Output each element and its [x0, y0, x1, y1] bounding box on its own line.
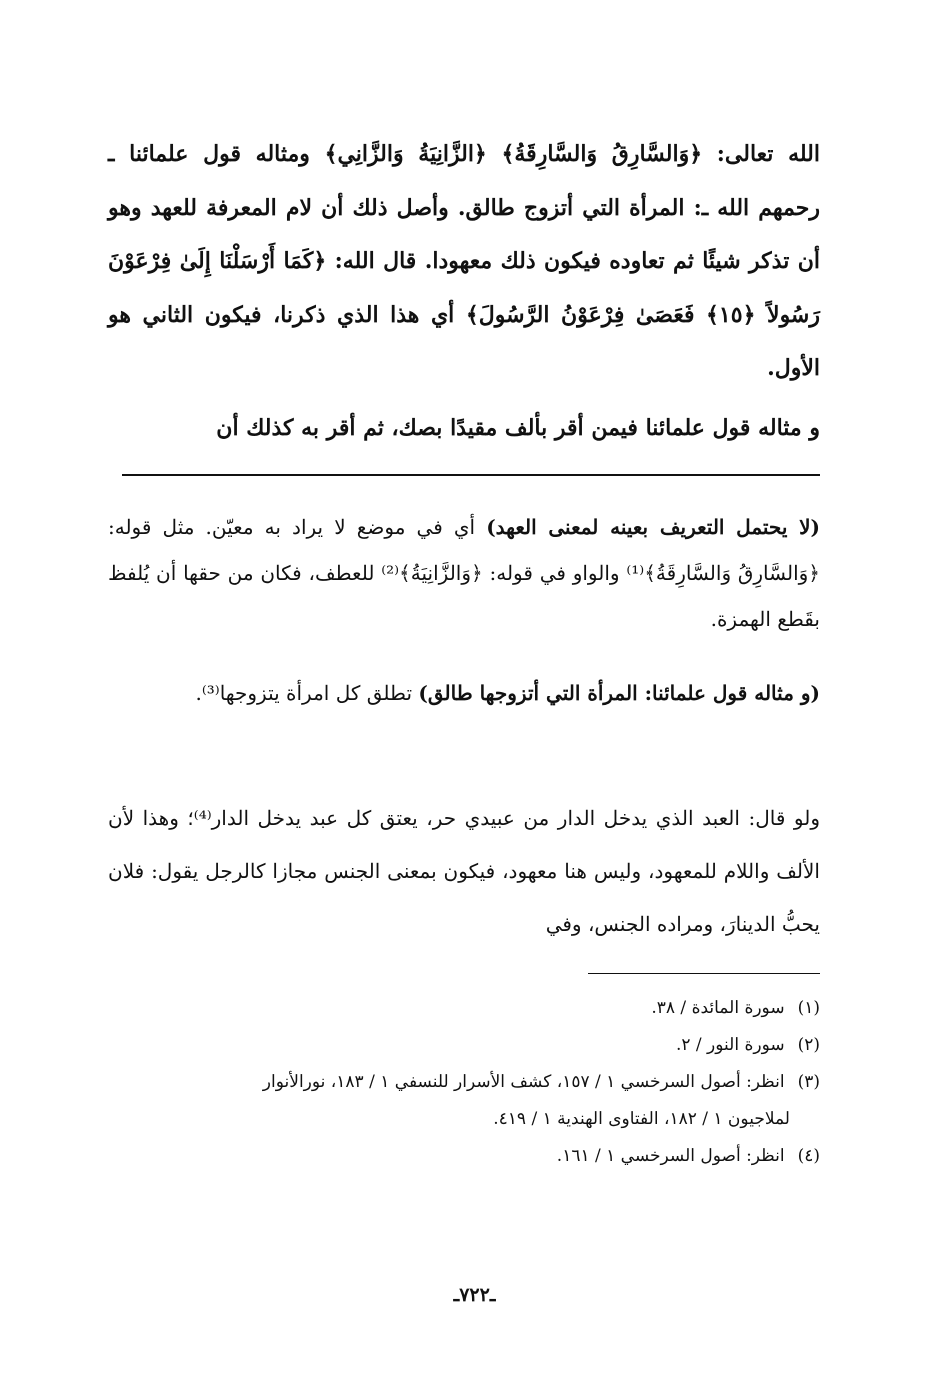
- footnote-3: [108, 1064, 820, 1101]
- footnote-number: (٢): [797, 1035, 820, 1055]
- sharh-paragraph-2: [108, 670, 820, 716]
- section-divider: [122, 474, 820, 476]
- sharh-paragraph-3: [108, 792, 820, 951]
- sharh-quote-1: (لا يحتمل التعريف بعينه لمعنى العهد): [486, 515, 820, 539]
- footnote-number: (٤): [797, 1146, 820, 1166]
- footnote-divider: [588, 973, 820, 974]
- footnote-number: (٣): [797, 1072, 820, 1092]
- footnote-number: (١): [797, 998, 820, 1018]
- footnote-4: [108, 1138, 820, 1175]
- footnote-2: [108, 1027, 820, 1064]
- footnote-text: سورة النور / ٢.: [675, 1035, 785, 1055]
- page-number: ـ٧٢٢ـ: [453, 1284, 496, 1306]
- footnote-text: انظر: أصول السرخسي ١ / ١٦١.: [556, 1146, 785, 1166]
- matn-text-2: [108, 402, 820, 455]
- sharh-quote-2: (و مثاله قول علمائنا: المرأة التي أتزوجها طالق): [418, 681, 820, 705]
- matn-text: [108, 128, 820, 396]
- sharh-text-2: تطلق كل امرأة يتزوجها⁽³⁾.: [195, 681, 419, 705]
- matn-paragraph-2: و مثاله قول علمائنا فيمن أقر بألف مقيدًا بصك، ثم أقر به كذلك أن: [216, 415, 820, 441]
- footnote-text: انظر: أصول السرخسي ١ / ١٥٧، كشف الأسرار للنسفي ١ / ١٨٣، نورالأنوار: [262, 1072, 785, 1092]
- sharh-paragraph-1: [108, 504, 820, 642]
- footnote-3-continued: لملاجيون ١ / ١٨٢، الفتاوى الهندية ١ / ٤١٩.: [493, 1109, 790, 1129]
- footnote-1: [108, 990, 820, 1027]
- footnotes: [108, 990, 820, 1175]
- sharh-text-3: ولو قال: العبد الذي يدخل الدار من عبيدي حر، يعتق كل عبد يدخل الدار⁽⁴⁾؛ وهذا لأن الألف واللام للمعهود، وليس هنا معهود، فيكون بمعنى الجنس مجازا كالرجل يقول: فلان يحبُّ الدينارَ، ومراده الجنس، وفي: [108, 806, 821, 936]
- sharh-text-1: أي في موضع لا يراد به معيّن. مثل قوله: ﴿وَالسَّارِقُ وَالسَّارِقَةُ﴾⁽¹⁾ والواو في قوله: ﴿وَالزَّانِيَةُ﴾⁽²⁾ للعطف، فكان من حقها أن يُلفظ بقَطع الهمزة.: [108, 515, 821, 631]
- matn-paragraph-1: الله تعالى: ﴿وَالسَّارِقُ وَالسَّارِقَةُ﴾ ﴿الزَّانِيَةُ وَالزَّانِي﴾ ومثاله قول علمائنا ـ رحمهم الله ـ: المرأة التي أتزوج طالق. وأصل ذلك أن لام المعرفة للعهد وهو أن تذكر شيئًا ثم تعاوده فيكون ذلك معهودا. قال الله: ﴿كَمَا أَرْسَلْنَا إِلَىٰ فِرْعَوْنَ رَسُولاً ﴿١٥﴾ فَعَصَىٰ فِرْعَوْنُ الرَّسُولَ﴾ أي هذا الذي ذكرنا، فيكون الثاني هو الأول.: [108, 141, 820, 381]
- footnote-text: سورة المائدة / ٣٨.: [651, 998, 785, 1018]
